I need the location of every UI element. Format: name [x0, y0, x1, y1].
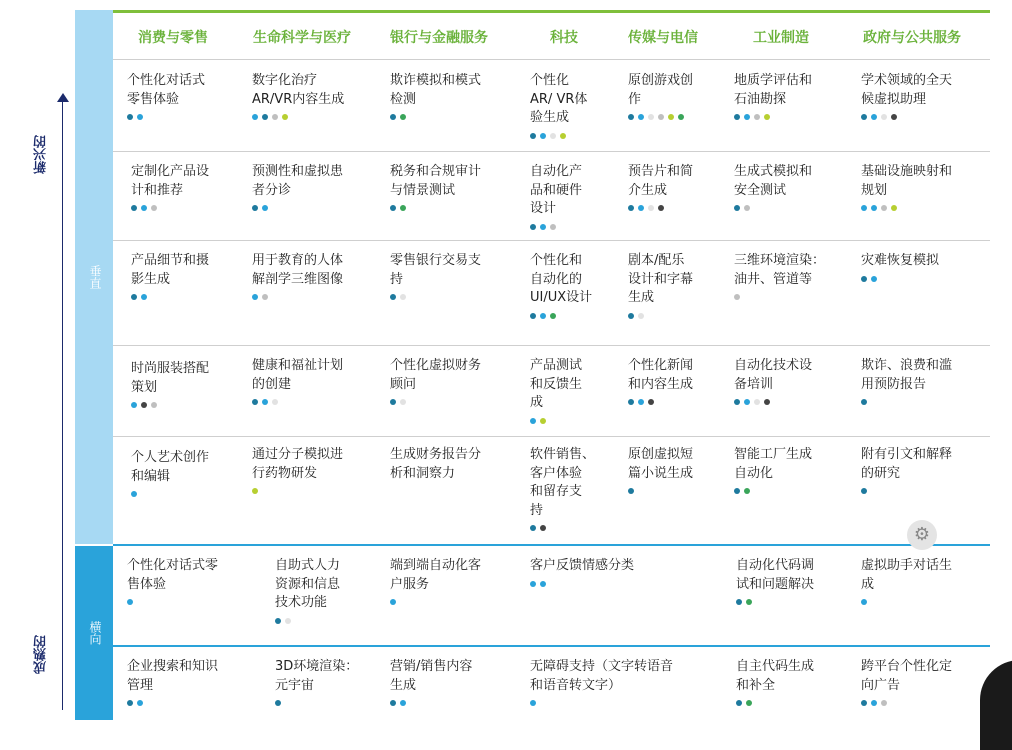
use-case-text: 3D环境渲染： 元宇宙	[275, 659, 359, 693]
category-dot-icon	[861, 205, 867, 211]
category-dot-icon	[764, 399, 770, 405]
use-case-cell	[390, 357, 481, 406]
use-case-cell	[390, 658, 472, 707]
category-dot-icon	[390, 294, 396, 300]
category-dots	[252, 293, 343, 301]
category-dot-icon	[754, 114, 760, 120]
use-case-text: 预测性和虚拟患 者分诊	[252, 164, 344, 198]
category-dots	[530, 312, 592, 320]
category-dot-icon	[275, 618, 281, 624]
use-case-cell	[734, 72, 812, 121]
category-dot-icon	[550, 224, 556, 230]
use-case-text: 个人艺术创作 和编辑	[131, 450, 210, 484]
category-dot-icon	[871, 114, 877, 120]
category-dot-icon	[127, 599, 133, 605]
category-dots	[530, 524, 595, 532]
use-case-cell	[390, 557, 481, 606]
category-dot-icon	[141, 402, 147, 408]
use-case-cell	[628, 252, 693, 320]
use-case-cell	[390, 163, 481, 212]
use-case-cell	[127, 72, 205, 121]
category-dot-icon	[262, 294, 268, 300]
horizontal-band-label: 横向	[88, 621, 102, 645]
use-case-text: 健康和福祉计划 的创建	[252, 358, 344, 392]
category-dot-icon	[734, 205, 740, 211]
category-dot-icon	[734, 114, 740, 120]
category-dot-icon	[861, 114, 867, 120]
category-dot-icon	[628, 399, 634, 405]
category-dot-icon	[648, 399, 654, 405]
header-consumer-retail: 消费与零售	[138, 30, 208, 46]
axis-label-mature: 成熟的	[34, 635, 49, 674]
use-case-text: 剧本/配乐 设计和字幕 生成	[628, 253, 694, 305]
category-dot-icon	[262, 114, 268, 120]
use-case-text: 营销/销售内容 生成	[390, 659, 473, 693]
use-case-text: 基础设施映射和 规划	[861, 164, 953, 198]
section-divider	[113, 544, 990, 546]
category-dot-icon	[141, 205, 147, 211]
use-case-text: 产品测试 和反馈生 成	[530, 358, 583, 410]
category-dots	[734, 398, 812, 406]
presenter-silhouette	[980, 660, 1012, 750]
category-dot-icon	[252, 488, 258, 494]
category-dot-icon	[638, 399, 644, 405]
category-dot-icon	[131, 402, 137, 408]
use-case-text: 自动化代码调 试和问题解决	[736, 558, 815, 592]
category-dot-icon	[550, 133, 556, 139]
section-divider	[113, 645, 990, 647]
category-dot-icon	[881, 700, 887, 706]
category-dot-icon	[262, 399, 268, 405]
category-dot-icon	[252, 399, 258, 405]
axis-arrow-line	[62, 100, 63, 710]
category-dot-icon	[530, 133, 536, 139]
category-dot-icon	[861, 700, 867, 706]
category-dot-icon	[127, 114, 133, 120]
category-dot-icon	[744, 114, 750, 120]
category-dot-icon	[871, 700, 877, 706]
use-case-text: 企业搜索和知识 管理	[127, 659, 219, 693]
use-case-cell	[530, 163, 582, 231]
use-case-cell	[252, 252, 343, 301]
category-dots	[628, 398, 693, 406]
use-case-text: 时尚服装搭配 策划	[131, 361, 210, 395]
arrow-up-icon	[57, 93, 69, 102]
category-dot-icon	[648, 205, 654, 211]
use-case-text: 数字化治疗 AR/VR内容生成	[252, 73, 345, 107]
use-case-cell	[734, 357, 812, 406]
category-dots	[734, 204, 812, 212]
use-case-cell	[390, 252, 481, 301]
category-dot-icon	[746, 700, 752, 706]
category-dots	[131, 293, 209, 301]
category-dot-icon	[252, 205, 258, 211]
category-dots	[628, 312, 693, 320]
use-case-cell	[252, 163, 343, 212]
use-case-cell	[861, 72, 952, 121]
category-dot-icon	[891, 114, 897, 120]
category-dot-icon	[861, 399, 867, 405]
header-life-sciences: 生命科学与医疗	[253, 30, 351, 46]
category-dots	[861, 204, 952, 212]
category-dot-icon	[131, 294, 137, 300]
use-case-text: 虚拟助手对话生 成	[861, 558, 953, 592]
category-dot-icon	[891, 205, 897, 211]
use-case-cell	[131, 360, 209, 409]
category-dots	[861, 398, 952, 406]
use-case-text: 自助式人力 资源和信息 技术功能	[275, 558, 341, 610]
category-dot-icon	[540, 525, 546, 531]
use-case-cell	[131, 449, 209, 498]
category-dot-icon	[137, 114, 143, 120]
use-case-text: 自动化产 品和硬件 设计	[530, 164, 583, 216]
category-dot-icon	[252, 294, 258, 300]
header-banking: 银行与金融服务	[390, 30, 488, 46]
category-dot-icon	[550, 313, 556, 319]
category-dot-icon	[540, 133, 546, 139]
use-case-text: 学术领域的全天 候虚拟助理	[861, 73, 953, 107]
category-dot-icon	[127, 700, 133, 706]
category-dots	[861, 275, 939, 283]
category-dot-icon	[540, 313, 546, 319]
use-case-cell	[734, 446, 812, 495]
category-dot-icon	[736, 599, 742, 605]
category-dot-icon	[530, 525, 536, 531]
use-case-cell	[252, 357, 343, 406]
use-case-cell	[530, 446, 595, 532]
horizontal-band	[75, 546, 113, 720]
category-dot-icon	[131, 491, 137, 497]
use-case-cell	[131, 252, 209, 301]
use-case-text: 生成式模拟和 安全测试	[734, 164, 813, 198]
category-dot-icon	[648, 114, 654, 120]
use-case-cell	[530, 252, 592, 320]
header-media-telecom: 传媒与电信	[628, 30, 698, 46]
use-case-text: 客户反馈情感分类	[530, 558, 635, 573]
use-case-text: 生成财务报告分 析和洞察力	[390, 447, 482, 481]
category-dots	[736, 699, 814, 707]
use-case-cell	[252, 72, 344, 121]
category-dots	[275, 699, 358, 707]
category-dot-icon	[658, 114, 664, 120]
use-case-text: 地质学评估和 石油勘探	[734, 73, 813, 107]
use-case-text: 灾难恢复模拟	[861, 253, 940, 268]
category-dot-icon	[540, 418, 546, 424]
use-case-text: 预告片和简 介生成	[628, 164, 694, 198]
header-technology: 科技	[550, 30, 578, 46]
category-dots	[390, 113, 481, 121]
category-dot-icon	[871, 276, 877, 282]
use-case-cell	[628, 72, 693, 121]
vertical-band-label: 垂直	[88, 265, 102, 289]
category-dots	[275, 617, 340, 625]
use-case-cell	[861, 658, 952, 707]
industry-header-row	[113, 10, 990, 62]
category-dot-icon	[668, 114, 674, 120]
category-dot-icon	[275, 700, 281, 706]
category-dots	[530, 417, 582, 425]
use-case-text: 端到端自动化客 户服务	[390, 558, 482, 592]
category-dot-icon	[400, 114, 406, 120]
category-dot-icon	[252, 114, 258, 120]
category-dot-icon	[400, 700, 406, 706]
use-case-text: 自动化技术设 备培训	[734, 358, 813, 392]
row-divider	[113, 436, 990, 437]
category-dot-icon	[744, 399, 750, 405]
category-dot-icon	[638, 114, 644, 120]
category-dots	[127, 699, 218, 707]
category-dots	[390, 398, 481, 406]
use-case-text: 通过分子模拟进 行药物研发	[252, 447, 344, 481]
axis-label-emerging: 新兴的	[34, 135, 49, 174]
use-case-text: 个性化新闻 和内容生成	[628, 358, 694, 392]
category-dots	[628, 487, 693, 495]
use-case-text: 跨平台个性化定 向广告	[861, 659, 953, 693]
category-dots	[252, 113, 344, 121]
category-dot-icon	[736, 700, 742, 706]
row-divider	[113, 345, 990, 346]
use-case-cell	[628, 163, 693, 212]
category-dot-icon	[628, 114, 634, 120]
category-dot-icon	[881, 205, 887, 211]
use-case-cell	[275, 658, 358, 707]
category-dots	[734, 113, 812, 121]
category-dot-icon	[734, 399, 740, 405]
use-case-text: 无障碍支持（文字转语音 和语音转文字）	[530, 659, 674, 693]
use-case-cell	[861, 252, 939, 283]
use-case-cell	[530, 557, 634, 588]
vertical-band	[75, 10, 113, 544]
row-divider	[113, 59, 990, 60]
category-dot-icon	[744, 205, 750, 211]
category-dots	[734, 293, 825, 301]
use-case-text: 用于教育的人体 解剖学三维图像	[252, 253, 344, 287]
use-case-text: 产品细节和摄 影生成	[131, 253, 210, 287]
category-dots	[530, 223, 582, 231]
use-case-text: 个性化对话式 零售体验	[127, 73, 206, 107]
use-case-cell	[127, 557, 218, 606]
use-case-text: 附有引文和解释 的研究	[861, 447, 953, 481]
category-dot-icon	[540, 581, 546, 587]
category-dot-icon	[871, 205, 877, 211]
category-dot-icon	[137, 700, 143, 706]
category-dots	[530, 580, 634, 588]
maturity-axis	[18, 60, 62, 720]
category-dot-icon	[530, 418, 536, 424]
use-case-text: 三维环境渲染： 油井、管道等	[734, 253, 826, 287]
category-dot-icon	[540, 224, 546, 230]
use-case-text: 个性化对话式零 售体验	[127, 558, 219, 592]
category-dot-icon	[530, 581, 536, 587]
category-dots	[861, 598, 952, 606]
category-dots	[127, 113, 205, 121]
category-dot-icon	[400, 294, 406, 300]
use-case-text: 欺诈、浪费和滥 用预防报告	[861, 358, 953, 392]
category-dot-icon	[390, 599, 396, 605]
category-dot-icon	[390, 114, 396, 120]
category-dot-icon	[764, 114, 770, 120]
category-dot-icon	[390, 205, 396, 211]
use-case-cell	[861, 357, 952, 406]
category-dot-icon	[861, 488, 867, 494]
category-dot-icon	[272, 399, 278, 405]
category-dot-icon	[861, 276, 867, 282]
category-dots	[131, 204, 209, 212]
use-case-cell	[390, 72, 481, 121]
gear-icon[interactable]: ⚙	[907, 520, 937, 550]
use-case-text: 原创游戏创 作	[628, 73, 694, 107]
use-case-text: 个性化和 自动化的 UI/UX设计	[530, 253, 593, 305]
category-dots	[530, 132, 587, 140]
category-dot-icon	[744, 488, 750, 494]
category-dot-icon	[628, 488, 634, 494]
category-dots	[131, 401, 209, 409]
category-dot-icon	[754, 399, 760, 405]
category-dot-icon	[151, 205, 157, 211]
use-case-cell	[530, 658, 673, 707]
category-dot-icon	[400, 399, 406, 405]
category-dots	[131, 490, 209, 498]
use-case-cell	[131, 163, 209, 212]
use-case-text: 自主代码生成 和补全	[736, 659, 815, 693]
use-case-cell	[275, 557, 340, 625]
category-dots	[861, 487, 952, 495]
use-case-cell	[861, 557, 952, 606]
header-industrial: 工业制造	[753, 30, 809, 46]
use-case-text: 个性化 AR/ VR体 验生成	[530, 73, 588, 125]
category-dots	[861, 113, 952, 121]
row-divider	[113, 240, 990, 241]
use-case-cell	[861, 163, 952, 212]
category-dots	[252, 398, 343, 406]
use-case-text: 欺诈模拟和模式 检测	[390, 73, 482, 107]
category-dot-icon	[734, 294, 740, 300]
category-dots	[390, 699, 472, 707]
category-dot-icon	[530, 313, 536, 319]
use-case-cell	[628, 357, 693, 406]
category-dots	[736, 598, 814, 606]
category-dots	[628, 204, 693, 212]
category-dots	[252, 204, 343, 212]
category-dots	[861, 699, 952, 707]
use-case-cell	[530, 72, 587, 140]
use-case-text: 软件销售、 客户体验 和留存支 持	[530, 447, 596, 518]
category-dot-icon	[131, 205, 137, 211]
use-case-cell	[734, 163, 812, 212]
category-dot-icon	[400, 205, 406, 211]
category-dot-icon	[151, 402, 157, 408]
use-case-text: 个性化虚拟财务 顾问	[390, 358, 482, 392]
category-dot-icon	[658, 205, 664, 211]
category-dot-icon	[678, 114, 684, 120]
header-government: 政府与公共服务	[863, 30, 961, 46]
category-dot-icon	[390, 700, 396, 706]
category-dot-icon	[628, 313, 634, 319]
category-dots	[628, 113, 693, 121]
category-dots	[734, 487, 812, 495]
category-dots	[127, 598, 218, 606]
category-dot-icon	[638, 313, 644, 319]
category-dots	[390, 204, 481, 212]
category-dot-icon	[881, 114, 887, 120]
row-divider	[113, 151, 990, 152]
category-dot-icon	[262, 205, 268, 211]
use-case-text: 原创虚拟短 篇小说生成	[628, 447, 694, 481]
use-case-text: 税务和合规审计 与情景测试	[390, 164, 482, 198]
category-dot-icon	[560, 133, 566, 139]
category-dot-icon	[285, 618, 291, 624]
category-dot-icon	[272, 114, 278, 120]
category-dots	[390, 598, 481, 606]
category-dot-icon	[746, 599, 752, 605]
category-dot-icon	[861, 599, 867, 605]
category-dot-icon	[638, 205, 644, 211]
use-case-text: 定制化产品设 计和推荐	[131, 164, 210, 198]
category-dot-icon	[390, 399, 396, 405]
category-dots	[390, 293, 481, 301]
category-dot-icon	[282, 114, 288, 120]
use-case-text: 智能工厂生成 自动化	[734, 447, 813, 481]
use-case-cell	[734, 252, 825, 301]
use-case-cell	[628, 446, 693, 495]
use-case-cell	[530, 357, 582, 425]
category-dot-icon	[530, 700, 536, 706]
use-case-cell	[390, 446, 481, 483]
use-case-cell	[127, 658, 218, 707]
category-dot-icon	[628, 205, 634, 211]
use-case-text: 零售银行交易支 持	[390, 253, 482, 287]
use-case-cell	[736, 557, 814, 606]
category-dots	[530, 699, 673, 707]
category-dots	[252, 487, 343, 495]
use-case-cell	[252, 446, 343, 495]
category-dot-icon	[734, 488, 740, 494]
category-dot-icon	[141, 294, 147, 300]
category-dot-icon	[530, 224, 536, 230]
use-case-cell	[736, 658, 814, 707]
use-case-cell	[861, 446, 952, 495]
